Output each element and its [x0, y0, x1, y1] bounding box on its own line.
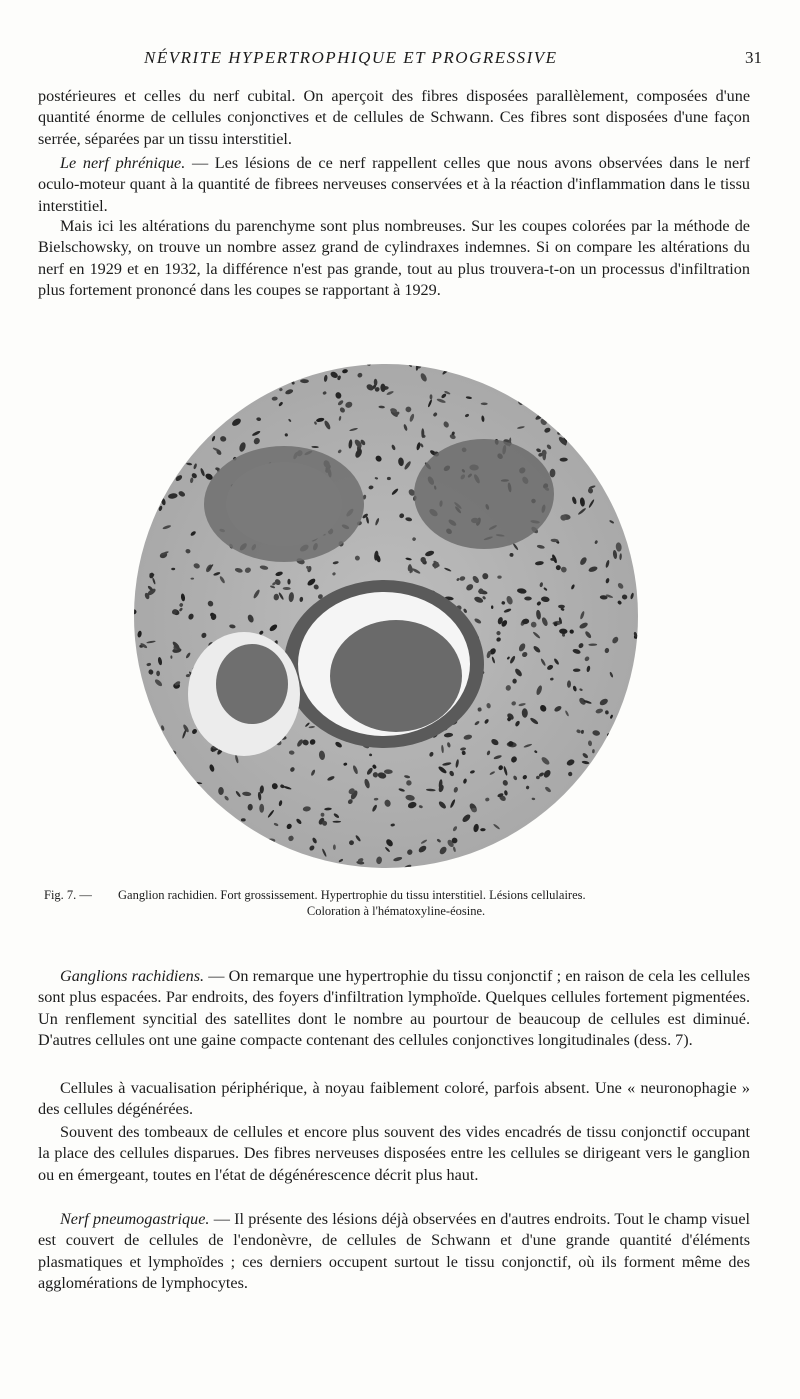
paragraph-text: Cellules à vacualisation périphérique, à noyau faiblement coloré, parfois absent. Une « neuronophagie » des cellules dégénérées. — [38, 1079, 750, 1119]
figure-caption — [44, 887, 748, 919]
nucleus-stain — [614, 484, 618, 491]
nucleus-stain — [173, 371, 181, 378]
nucleus-stain — [620, 744, 626, 750]
nucleus-stain — [627, 465, 630, 468]
section-lead-phrenique: Le nerf phrénique. — [60, 154, 186, 172]
nucleus-stain — [257, 852, 263, 860]
nucleus-stain — [624, 719, 630, 726]
nucleus-stain — [251, 843, 258, 853]
nucleus-stain — [612, 798, 617, 802]
nucleus-stain — [584, 392, 593, 400]
nucleus-stain — [633, 381, 638, 386]
nucleus-stain — [138, 487, 141, 491]
nucleus-stain — [634, 678, 638, 681]
paragraph-ganglions — [38, 966, 750, 1051]
nucleus-stain — [161, 407, 167, 414]
nucleus-stain — [176, 394, 185, 401]
nucleus-stain — [173, 840, 182, 849]
nucleus-stain — [612, 829, 620, 838]
nucleus-stain — [571, 427, 578, 434]
nucleus-stain — [180, 799, 191, 809]
nucleus-stain — [590, 410, 599, 417]
nucleus-stain — [154, 749, 161, 758]
nucleus-stain — [140, 426, 147, 431]
section-lead-pneumogastrique: Nerf pneumogastrique. — [60, 1210, 210, 1228]
nucleus-stain — [563, 821, 572, 829]
nucleus-stain — [607, 760, 614, 769]
nucleus-stain — [203, 802, 209, 807]
nucleus-stain — [228, 846, 236, 854]
nucleus-stain — [187, 378, 190, 387]
nucleus-stain — [189, 412, 196, 419]
paragraph-phrenique — [38, 153, 750, 217]
paragraph-text: Souvent des tombeaux de cellules et encore plus souvent des vides encadrés de tissu conjonctif occupant la place des cellules disparues. Des fibres nerveuses disposées entre les cellules se dirigeant vers le ganglion ou en émergeant, toutes en l'état de dégénérescence décrit plus haut. — [38, 1123, 750, 1184]
nucleus-stain — [523, 382, 533, 389]
nucleus-stain — [179, 427, 189, 434]
nucleus-stain — [544, 843, 552, 851]
nucleus-stain — [141, 474, 149, 482]
nucleus-stain — [581, 820, 588, 827]
nucleus-stain — [232, 368, 241, 373]
paragraph-text: — On remarque une hypertrophie du tissu conjonctif ; en raison de cela les cellules sont plus espacées. Par endroits, des foyers d'infiltration lymphoïde. Quelques cellules fortement pigmentées. Un renflement syncitial des satellites dont le nombre au pourtour de beaucoup de cellules est diminué. D'autres cellules ont une gaine compacte contenant des cellules conjonctives longitudinales (dess. 7). — [38, 967, 750, 1049]
nucleus-stain — [204, 818, 209, 824]
micrograph-image — [134, 364, 638, 868]
nucleus-stain — [287, 579, 290, 585]
nucleus-stain — [207, 828, 214, 834]
nucleus-stain — [487, 853, 494, 863]
nucleus-stain — [276, 371, 284, 375]
nucleus-stain — [626, 463, 633, 469]
nucleus-stain — [143, 855, 154, 864]
nucleus-stain — [601, 843, 607, 846]
nucleus-stain — [164, 784, 172, 793]
nucleus-stain — [134, 472, 142, 477]
nucleus-stain — [490, 854, 501, 862]
nucleus-stain — [234, 378, 238, 382]
nucleus-stain — [143, 391, 152, 400]
nucleus-stain — [617, 380, 621, 385]
nucleus-stain — [223, 848, 233, 856]
nucleus-stain — [634, 729, 637, 738]
micrograph-figure — [134, 364, 638, 868]
nucleus-stain — [546, 848, 552, 853]
nucleus-stain — [589, 388, 595, 395]
nucleus-stain — [139, 466, 148, 473]
paragraph-vacualisation — [38, 1078, 750, 1121]
nucleus-stain — [176, 823, 182, 831]
nucleus-stain — [522, 392, 527, 401]
caption-line-2: Coloration à l'hématoxyline-éosine. — [306, 904, 486, 918]
nucleus-stain — [134, 825, 137, 831]
nucleus-stain — [178, 427, 188, 434]
nucleus-stain — [158, 748, 163, 756]
nucleus-stain — [217, 401, 222, 407]
nucleus-stain — [573, 431, 581, 439]
nucleus-stain — [574, 420, 579, 426]
nucleus-stain — [618, 858, 627, 864]
nucleus-stain — [270, 365, 280, 374]
nucleus-stain — [239, 371, 243, 375]
nucleus-stain — [627, 472, 636, 481]
nucleus-stain — [623, 498, 633, 504]
nucleus-stain — [162, 850, 165, 854]
nucleus-stain — [171, 447, 174, 453]
nucleus-stain — [558, 812, 563, 817]
nucleus-stain — [179, 835, 187, 842]
nucleus-stain — [134, 425, 142, 432]
nucleus-stain — [579, 860, 589, 868]
paragraph-text: Mais ici les altérations du parenchyme sont plus nombreuses. Sur les coupes colorées par la méthode de Bielschowsky, on trouve un nombre assez grand de cylindraxes indemnes. Si on compare les altérations du nerf en 1929 et en 1932, la différence n'est pas grande, tout au plus trouvera-t-on un processus d'infiltration plus fortement prononcé dans les coupes se rapportant à 1929. — [38, 217, 750, 299]
nucleus-stain — [559, 833, 565, 838]
nucleus-stain — [208, 388, 215, 393]
nucleus-stain — [160, 813, 169, 819]
paragraph-tombeaux — [38, 1122, 750, 1186]
nucleus-stain — [506, 388, 510, 393]
nucleus-stain — [539, 839, 543, 849]
nucleus-stain — [155, 798, 161, 807]
nucleus-stain — [566, 434, 575, 438]
nucleus-stain — [538, 365, 548, 373]
nucleus-stain — [613, 373, 624, 382]
running-header — [38, 44, 762, 74]
nucleus-stain — [153, 492, 162, 499]
nucleus-stain — [543, 411, 547, 415]
nucleus-stain — [582, 823, 588, 829]
nucleus-stain — [222, 859, 229, 866]
figure-label: Fig. 7. — — [44, 888, 92, 902]
nucleus-stain — [475, 364, 485, 369]
nucleus-stain — [134, 733, 140, 739]
nucleus-stain — [137, 788, 148, 799]
nucleus-stain — [173, 409, 181, 417]
nucleus-stain — [241, 845, 248, 854]
nucleus-stain — [236, 400, 243, 406]
nucleus-stain — [187, 824, 192, 830]
nucleus-stain — [229, 372, 237, 380]
nucleus-stain — [603, 844, 613, 850]
nucleus-stain — [537, 858, 545, 866]
nucleus-stain — [577, 368, 582, 374]
nucleus-stain — [200, 420, 205, 426]
nucleus-stain — [586, 387, 594, 395]
nucleus-stain — [604, 414, 609, 420]
nucleus-stain — [570, 827, 576, 834]
nucleus-stain — [600, 364, 605, 368]
nucleus-stain — [176, 835, 181, 842]
nucleus-stain — [183, 420, 194, 431]
nucleus-stain — [240, 862, 246, 867]
nucleus-stain — [598, 443, 605, 452]
nucleus-stain — [173, 412, 178, 417]
nucleus-stain — [524, 597, 532, 601]
nucleus-stain — [157, 797, 162, 800]
nucleus-stain — [135, 372, 142, 377]
nucleus-stain — [134, 781, 139, 789]
nucleus-stain — [606, 785, 616, 796]
nucleus-stain — [548, 371, 553, 378]
nucleus-stain — [585, 784, 590, 790]
nucleus-stain — [230, 834, 234, 838]
nucleus-stain — [248, 859, 255, 867]
nucleus-stain — [173, 414, 181, 423]
nucleus-stain — [596, 467, 601, 472]
nucleus-stain — [614, 476, 620, 484]
nucleus-stain — [542, 826, 549, 836]
paragraph-alterations — [38, 216, 750, 301]
nucleus-stain — [162, 393, 172, 400]
nucleus-stain — [628, 538, 632, 544]
nucleus-stain — [602, 801, 612, 809]
nucleus-stain — [613, 372, 622, 381]
nucleus-stain — [575, 373, 584, 382]
nucleus-stain — [219, 814, 227, 821]
nucleus-stain — [624, 417, 631, 425]
nucleus-stain — [510, 863, 518, 868]
caption-line-1: Ganglion rachidien. Fort grossissement. Hypertrophie du tissu interstitiel. Lésions cellulaires. — [118, 888, 586, 902]
nucleus-stain — [632, 400, 638, 403]
nucleus-stain — [632, 415, 638, 421]
paragraph-text: — Les lésions de ce nerf rappellent celles que nous avons observées dans le nerf oculo-moteur quant à la quantité de fibrees nerveuses conservées et à la réaction d'inflammation dans le tissu interstitiel. — [38, 154, 750, 215]
nucleus-stain — [186, 383, 191, 388]
nucleus-stain — [590, 790, 597, 799]
nucleus-stain — [259, 804, 264, 813]
nucleus-stain — [606, 391, 610, 396]
nucleus-stain — [623, 786, 630, 793]
nucleus-stain — [565, 843, 570, 849]
nucleus-stain — [610, 428, 616, 434]
nucleus-stain — [626, 530, 631, 535]
nucleus-stain — [611, 380, 617, 387]
nucleus-stain — [201, 797, 207, 802]
nucleus-stain — [134, 381, 142, 389]
nucleus-stain — [537, 838, 547, 845]
nucleus-stain — [521, 364, 531, 368]
nucleus-stain — [589, 858, 595, 863]
nucleus-stain — [143, 414, 149, 422]
paragraph-text: postérieures et celles du nerf cubital. On aperçoit des fibres disposées parallèlement, composées d'une quantité énorme de cellules conjonctives et de cellules de Schwann. Ces fibres sont disposées d'une façon serrée, séparées par un tissu interstitiel. — [38, 87, 750, 148]
nucleus-stain — [579, 781, 587, 789]
nucleus-stain — [164, 373, 170, 379]
nucleus-stain — [634, 464, 638, 468]
nucleus-stain — [547, 408, 556, 413]
nucleus-stain — [243, 369, 248, 374]
nucleus-stain — [267, 843, 272, 848]
nucleus-stain — [563, 394, 568, 399]
nucleus-stain — [628, 825, 636, 833]
nucleus-stain — [184, 862, 193, 868]
nucleus-stain — [230, 376, 237, 382]
nucleus-stain — [134, 788, 137, 795]
nucleus-stain — [535, 841, 540, 846]
nucleus-stain — [597, 763, 601, 767]
nucleus-stain — [138, 374, 142, 381]
nucleus-stain — [571, 439, 576, 444]
nucleus-stain — [281, 863, 287, 868]
nucleus-stain — [194, 377, 200, 383]
nucleus-stain — [151, 431, 155, 434]
nucleus-stain — [596, 412, 600, 417]
section-lead-ganglions: Ganglions rachidiens. — [60, 967, 205, 985]
nucleus-stain — [622, 514, 629, 523]
nucleus-stain — [139, 826, 146, 833]
nucleus-stain — [154, 825, 163, 834]
nucleus-stain — [573, 793, 584, 804]
nucleus-stain — [261, 857, 268, 867]
nucleus-stain — [229, 366, 233, 369]
nucleus-stain — [631, 468, 638, 474]
nucleus-stain — [613, 399, 617, 401]
paragraph-cubital — [38, 86, 750, 150]
nucleus-stain — [151, 815, 156, 820]
nucleus-stain — [293, 863, 302, 868]
paragraph-text: — Il présente des lésions déjà observées en d'autres endroits. Tout le champ visuel est couvert de cellules de l'endonèvre, de cellules de Schwann et d'une grande quantité d'éléments plasmatiques et lymphoïdes ; ces derniers occupent surtout le tissu conjonctif, où ils forment même des agglomérations de lymphocytes. — [38, 1210, 751, 1292]
nucleus-stain — [552, 806, 555, 812]
nucleus-stain — [171, 827, 180, 835]
page-number: 31 — [745, 48, 762, 67]
nucleus-stain — [628, 435, 637, 445]
nucleus-stain — [333, 844, 336, 850]
nucleus-stain — [151, 503, 156, 508]
nucleus-stain — [575, 808, 586, 818]
nucleus-stain — [538, 399, 543, 404]
running-title: NÉVRITE HYPERTROPHIQUE ET PROGRESSIVE — [144, 48, 558, 67]
nucleus-stain — [140, 846, 147, 851]
paragraph-pneumogastrique — [38, 1209, 750, 1294]
